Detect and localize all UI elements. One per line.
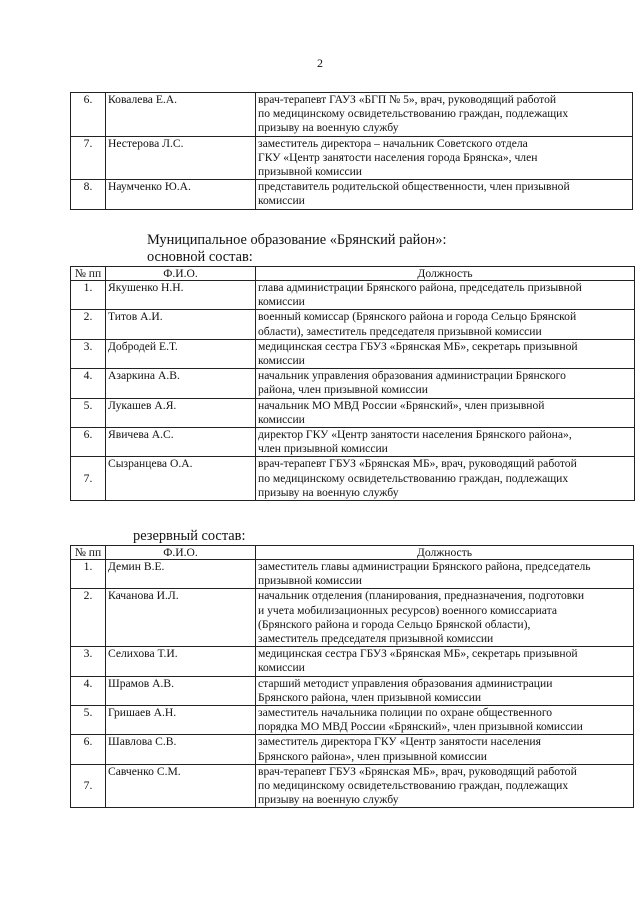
row-name: Азаркина А.В. <box>106 369 256 398</box>
position-line: по медицинскому освидетельствованию граждан, подлежащих <box>258 471 569 485</box>
row-number: 3. <box>71 647 106 676</box>
row-position <box>256 310 635 339</box>
position-line: Брянского района», член призывной комиссии <box>258 749 487 763</box>
row-name: Селихова Т.И. <box>106 647 256 676</box>
position-line: призывной комиссии <box>258 165 363 179</box>
position-line: по медицинскому освидетельствованию граждан, подлежащих <box>258 779 569 793</box>
continued-commission-table <box>70 92 633 210</box>
position-line: начальник управления образования администрации Брянского <box>258 369 566 383</box>
row-name: Нестерова Л.С. <box>106 136 256 180</box>
position-line: врач-терапевт ГАУЗ «БГП № 5», врач, руководящий работой <box>258 93 557 106</box>
row-number: 1. <box>71 281 106 310</box>
position-line: заместитель начальника полиции по охране общественного <box>258 706 553 720</box>
position-line: врач-терапевт ГБУЗ «Брянская МБ», врач, руководящий работой <box>258 764 577 778</box>
table-row <box>71 369 635 398</box>
section-title: Муниципальное образование «Брянский район»: <box>147 232 447 248</box>
row-name: Лукашев А.Я. <box>106 398 256 427</box>
position-line: заместитель директора ГКУ «Центр занятости населения <box>258 735 541 749</box>
position-line: старший методист управления образования администрации <box>258 676 553 690</box>
position-line: комиссии <box>258 661 305 675</box>
position-line: ГКУ «Центр занятости населения города Брянска», член <box>258 150 538 164</box>
row-number: 1. <box>71 560 106 589</box>
continued-table-body <box>71 93 633 210</box>
position-line: призывной комиссии <box>258 574 363 588</box>
table-row <box>71 706 634 735</box>
row-position <box>256 676 634 705</box>
table-row <box>71 589 634 647</box>
table-row <box>71 398 635 427</box>
position-line: и учета мобилизационных ресурсов) военного комиссариата <box>258 603 557 617</box>
position-line: военный комиссар (Брянского района и города Сельцо Брянской <box>258 310 577 324</box>
position-line: заместитель председателя призывной комиссии <box>258 632 494 646</box>
main-composition-body <box>71 281 635 501</box>
table-row <box>71 647 634 676</box>
table-row <box>71 735 634 764</box>
row-position <box>256 369 635 398</box>
header-name: Ф.И.О. <box>106 267 256 281</box>
row-name: Явичева А.С. <box>106 428 256 457</box>
row-number: 8. <box>71 180 106 209</box>
row-position <box>256 93 633 137</box>
table-row <box>71 93 633 137</box>
position-line: Брянского района, член призывной комиссии <box>258 690 482 704</box>
row-position <box>256 339 635 368</box>
position-line: порядка МО МВД России «Брянский», член призывной комиссии <box>258 720 583 734</box>
position-line: медицинская сестра ГБУЗ «Брянская МБ», секретарь призывной <box>258 647 578 661</box>
header-number: № пп <box>71 267 106 281</box>
header-number: № пп <box>71 546 106 560</box>
position-line: заместитель главы администрации Брянского района, председатель <box>258 560 591 573</box>
table-row <box>71 180 633 209</box>
table-header-row <box>71 546 634 560</box>
row-position <box>256 735 634 764</box>
row-name: Гришаев А.Н. <box>106 706 256 735</box>
header-position: Должность <box>256 267 635 281</box>
row-number: 4. <box>71 369 106 398</box>
row-number: 6. <box>71 735 106 764</box>
main-composition-table <box>70 266 635 501</box>
row-position <box>256 428 635 457</box>
row-name: Шрамов А.В. <box>106 676 256 705</box>
table-row <box>71 764 634 808</box>
row-name: Ковалева Е.А. <box>106 93 256 137</box>
page-number: 2 <box>317 56 323 70</box>
row-position <box>256 647 634 676</box>
position-line: член призывной комиссии <box>258 442 388 456</box>
row-name: Добродей Е.Т. <box>106 339 256 368</box>
position-line: комиссии <box>258 295 305 309</box>
position-line: комиссии <box>258 194 305 208</box>
row-position <box>256 180 633 209</box>
position-line: комиссии <box>258 354 305 368</box>
position-line: глава администрации Брянского района, председатель призывной <box>258 281 582 294</box>
table-row <box>71 310 635 339</box>
position-line: комиссии <box>258 412 305 426</box>
table-row <box>71 339 635 368</box>
table-row <box>71 560 634 589</box>
row-name: Савченко С.М. <box>106 764 256 808</box>
row-number: 4. <box>71 676 106 705</box>
row-number: 6. <box>71 428 106 457</box>
row-name: Якушенко Н.Н. <box>106 281 256 310</box>
table-row <box>71 281 635 310</box>
table-row <box>71 676 634 705</box>
row-number: 2. <box>71 589 106 647</box>
table-row <box>71 136 633 180</box>
reserve-composition-body <box>71 560 634 808</box>
position-line: области), заместитель председателя призывной комиссии <box>258 324 542 338</box>
position-line: врач-терапевт ГБУЗ «Брянская МБ», врач, руководящий работой <box>258 457 577 471</box>
row-position <box>256 281 635 310</box>
position-line: начальник отделения (планирования, предназначения, подготовки <box>258 589 585 603</box>
table-header-row <box>71 267 635 281</box>
row-name: Шавлова С.В. <box>106 735 256 764</box>
row-name: Сызранцева О.А. <box>106 457 256 501</box>
row-number: 7. <box>71 764 106 808</box>
row-name: Качанова И.Л. <box>106 589 256 647</box>
row-position <box>256 457 635 501</box>
table-row <box>71 428 635 457</box>
position-line: по медицинскому освидетельствованию граждан, подлежащих <box>258 107 569 121</box>
row-number: 5. <box>71 398 106 427</box>
row-name: Титов А.И. <box>106 310 256 339</box>
position-line: района, член призывной комиссии <box>258 383 428 397</box>
row-position <box>256 706 634 735</box>
header-name: Ф.И.О. <box>106 546 256 560</box>
row-number: 3. <box>71 339 106 368</box>
position-line: призыву на военную службу <box>258 793 399 807</box>
row-position <box>256 398 635 427</box>
row-name: Демин В.Е. <box>106 560 256 589</box>
header-position: Должность <box>256 546 634 560</box>
row-position <box>256 136 633 180</box>
row-number: 6. <box>71 93 106 137</box>
row-position <box>256 589 634 647</box>
position-line: медицинская сестра ГБУЗ «Брянская МБ», секретарь призывной <box>258 339 578 353</box>
position-line: призыву на военную службу <box>258 485 399 499</box>
row-position <box>256 560 634 589</box>
position-line: представитель родительской общественности, член призывной <box>258 180 570 194</box>
row-number: 7. <box>71 457 106 501</box>
row-number: 7. <box>71 136 106 180</box>
position-line: директор ГКУ «Центр занятости населения Брянского района», <box>258 428 572 442</box>
position-line: заместитель директора – начальник Советского отдела <box>258 136 528 150</box>
row-position <box>256 764 634 808</box>
reserve-composition-table <box>70 545 634 808</box>
row-number: 2. <box>71 310 106 339</box>
position-line: начальник МО МВД России «Брянский», член призывной <box>258 398 545 412</box>
reserve-composition-title: резервный состав: <box>133 528 246 544</box>
main-composition-title: основной состав: <box>147 249 253 265</box>
row-number: 5. <box>71 706 106 735</box>
position-line: призыву на военную службу <box>258 121 399 135</box>
table-row <box>71 457 635 501</box>
position-line: (Брянского района и города Сельцо Брянской области), <box>258 617 531 631</box>
row-name: Наумченко Ю.А. <box>106 180 256 209</box>
